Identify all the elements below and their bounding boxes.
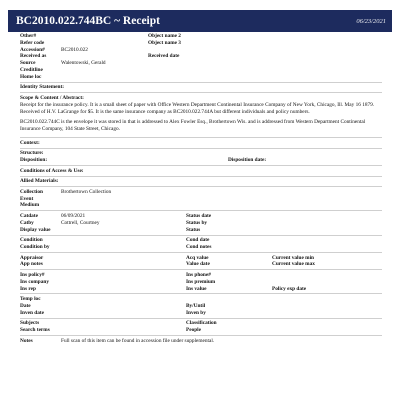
- catby-value: Cottrell, Courtney: [61, 219, 100, 226]
- divider: [20, 148, 382, 149]
- display-value-label: Display value: [20, 226, 51, 233]
- accession-value: BC2010.022: [61, 46, 88, 53]
- record-title: BC2010.022.744BC ~ Receipt: [16, 15, 160, 27]
- creditline-label: Creditline: [20, 66, 43, 73]
- event-label: Event: [20, 195, 34, 202]
- acq-value-label: Acq value: [186, 254, 209, 261]
- cond-date-label: Cond date: [186, 237, 210, 244]
- ins-premium-label: Ins premium: [186, 278, 216, 285]
- divider: [20, 269, 382, 270]
- ins-company-label: Ins company: [20, 278, 49, 285]
- notes-label: Notes: [20, 337, 33, 344]
- ins-phone-label: Ins phone#: [186, 271, 211, 278]
- divider: [20, 165, 382, 166]
- inven-by-label: Inven by: [186, 309, 206, 316]
- scope-paragraph-2: BC2010.022.744C is the envelope it was stored in that is addressed to Alex Fowler Esq., Brothertown Wis. and is addressed from Western Department Continental Insurance Company, 104 State Street, Chicago.: [20, 118, 366, 132]
- received-as-label: Received as: [20, 53, 47, 60]
- divider: [20, 92, 382, 93]
- record-header: [8, 10, 392, 32]
- divider: [20, 176, 382, 177]
- status-date-label: Status date: [186, 212, 212, 219]
- value-date-label: Value date: [186, 261, 210, 268]
- scope-paragraph-1: Receipt for the insurance policy. It is a small sheet of paper with Office Western Department Continental Insurance Company of New York, Chicago, Ill. May 16 1879. Received of H.V. LaGrange for $5. It is the same insurance company as BC2010.022.744A but different individuals and policy numbers.: [20, 101, 375, 115]
- status-by-label: Status by: [186, 219, 208, 226]
- medium-label: Medium: [20, 202, 40, 209]
- date-label: Date: [20, 302, 31, 309]
- divider: [20, 235, 382, 236]
- ins-value-label: Ins value: [186, 285, 207, 292]
- accession-label: Accession#: [20, 46, 45, 53]
- context-label: Context:: [20, 139, 40, 146]
- divider: [20, 252, 382, 253]
- catby-label: Catby: [20, 219, 34, 226]
- disposition-date-label: Disposition date:: [228, 157, 267, 164]
- classification-label: Classification: [186, 320, 217, 327]
- cond-notes-label: Cond notes: [186, 243, 212, 250]
- search-terms-label: Search terms: [20, 327, 50, 334]
- current-value-min-label: Current value min: [272, 254, 314, 261]
- received-date-label: Received date: [148, 53, 180, 60]
- temp-loc-label: Temp loc: [20, 296, 41, 303]
- current-value-max-label: Current value max: [272, 261, 315, 268]
- object-name3-label: Object name 3: [148, 39, 181, 46]
- divider: [20, 210, 382, 211]
- app-notes-label: App notes: [20, 261, 43, 268]
- notes-value: Full scan of this item can be found in accession file under supplemental.: [61, 337, 215, 344]
- record-body: [20, 33, 382, 344]
- subjects-label: Subjects: [20, 320, 40, 327]
- record-date: 06/23/2021: [356, 17, 386, 25]
- collection-value: Brothertown Collection: [61, 188, 112, 195]
- scope-content-label: Scope & Content / Abstract:: [20, 94, 84, 101]
- people-label: People: [186, 327, 202, 334]
- other-num-label: Other#: [20, 33, 37, 39]
- ins-policy-label: Ins policy#: [20, 271, 45, 278]
- catdate-value: 06/09/2021: [61, 212, 86, 219]
- ins-rep-label: Ins rep: [20, 285, 36, 292]
- divider: [20, 318, 382, 319]
- divider: [20, 82, 382, 83]
- divider: [20, 137, 382, 138]
- refer-code-label: Refer code: [20, 39, 45, 46]
- object-name2-label: Object name 2: [148, 33, 181, 39]
- by-until-label: By/Until: [186, 302, 206, 309]
- disposition-label: Disposition:: [20, 157, 48, 164]
- collection-label: Collection: [20, 188, 43, 195]
- condition-label: Condition: [20, 237, 43, 244]
- status-label: Status: [186, 226, 201, 233]
- policy-exp-date-label: Policy exp date: [272, 285, 307, 292]
- conditions-access-label: Conditions of Access & Use:: [20, 167, 84, 174]
- condition-by-label: Condition by: [20, 243, 50, 250]
- home-loc-label: Home loc: [20, 73, 42, 80]
- source-label: Source: [20, 60, 36, 67]
- source-value: Walentowski, Gerald: [61, 60, 106, 67]
- appraisor-label: Appraisor: [20, 254, 44, 261]
- divider: [20, 335, 382, 336]
- structure-label: Structure:: [20, 150, 44, 157]
- divider: [20, 293, 382, 294]
- identity-statement-label: Identity Statement:: [20, 84, 64, 91]
- allied-materials-label: Allied Materials:: [20, 178, 59, 185]
- divider: [20, 186, 382, 187]
- catdate-label: Catdate: [20, 212, 38, 219]
- inven-date-label: Inven date: [20, 309, 44, 316]
